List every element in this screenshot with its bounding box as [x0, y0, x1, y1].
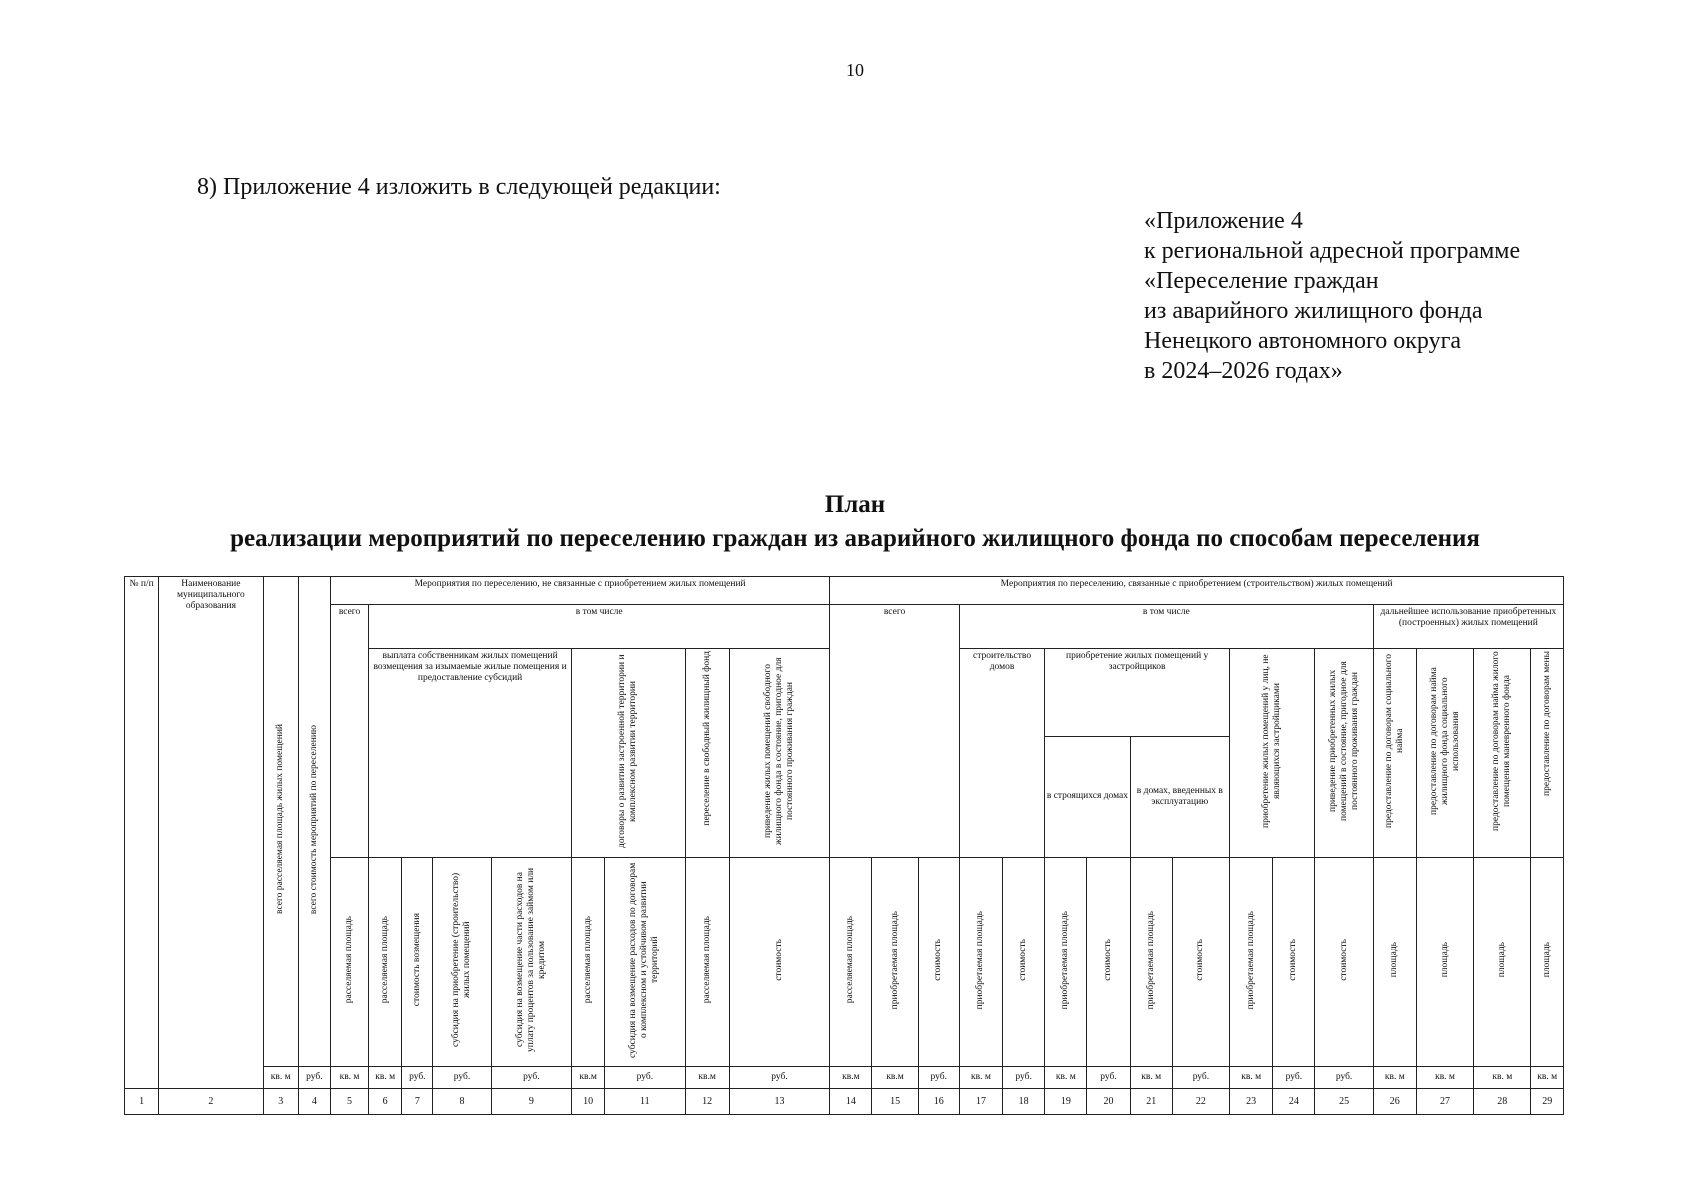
unit-cell: кв. м — [1531, 1066, 1564, 1088]
header-total-not-acq: всего — [330, 605, 368, 858]
header-construction: строительство домов — [959, 649, 1044, 858]
header-total-area: всего расселяемая площадь жилых помещений — [263, 577, 298, 1067]
column-number: 24 — [1273, 1088, 1315, 1114]
unit-cell: кв. м — [263, 1066, 298, 1088]
column-number: 7 — [402, 1088, 433, 1114]
column-number: 19 — [1045, 1088, 1087, 1114]
header-free-fund: переселение в свободный жилищный фонд — [685, 649, 729, 858]
unit-cell: руб. — [1087, 1066, 1130, 1088]
column-number: 11 — [605, 1088, 685, 1114]
unit-cell: кв. м — [330, 1066, 368, 1088]
plan-table — [124, 576, 1564, 1115]
subheader-col18: стоимость — [1003, 857, 1045, 1066]
column-number: 12 — [685, 1088, 729, 1114]
subheader-col11: субсидия на возмещение расходов по договорам о комплексном и устойчивом развитии территорий — [605, 857, 685, 1066]
unit-cell: руб. — [1003, 1066, 1045, 1088]
intro-text: 8) Приложение 4 изложить в следующей редакции: — [197, 174, 721, 200]
appendix-line: «Переселение граждан — [1144, 268, 1379, 294]
appendix-line: «Приложение 4 — [1144, 208, 1303, 234]
header-total-acq: всего — [830, 605, 960, 858]
unit-cell: кв. м — [1045, 1066, 1087, 1088]
column-number: 17 — [959, 1088, 1002, 1114]
column-number: 28 — [1474, 1088, 1531, 1114]
column-number: 29 — [1531, 1088, 1564, 1114]
header-social-use: предоставление по договорам найма жилищного фонда социального использования — [1416, 649, 1473, 858]
header-municipality: Наименование муниципального образования — [159, 577, 263, 1089]
column-number: 5 — [330, 1088, 368, 1114]
appendix-line: к региональной адресной программе — [1144, 238, 1521, 264]
header-further-use: дальнейшее использование приобретенных (построенных) жилых помещений — [1373, 605, 1563, 649]
unit-cell: руб. — [491, 1066, 571, 1088]
column-number: 21 — [1130, 1088, 1172, 1114]
unit-cell: кв. м — [959, 1066, 1002, 1088]
subheader-col27: площадь — [1416, 857, 1473, 1066]
column-number: 4 — [298, 1088, 330, 1114]
unit-cell: руб. — [1172, 1066, 1229, 1088]
header-group-not-acquisition: Мероприятия по переселению, не связанные с приобретением жилых помещений — [330, 577, 829, 605]
header-maneuver: предоставление по договорам найма жилого помещения маневренного фонда — [1474, 649, 1531, 858]
header-payment: выплата собственникам жилых помещений возмещения за изымаемые жилые помещения и предоставление субсидий — [369, 649, 572, 858]
subheader-col24: стоимость — [1273, 857, 1315, 1066]
column-number: 22 — [1172, 1088, 1229, 1114]
subheader-col6: расселяемая площадь — [369, 857, 402, 1066]
subheader-col12: расселяемая площадь — [685, 857, 729, 1066]
unit-cell: кв. м — [1230, 1066, 1273, 1088]
unit-cell: кв.м — [872, 1066, 918, 1088]
header-in-commissioned: в домах, введенных в эксплуатацию — [1130, 736, 1229, 857]
column-number: 20 — [1087, 1088, 1130, 1114]
column-number: 3 — [263, 1088, 298, 1114]
subheader-col25: стоимость — [1315, 857, 1373, 1066]
subheader-col28: площадь — [1474, 857, 1531, 1066]
subheader-col8: субсидия на приобретение (строительство) жилых помещений — [433, 857, 491, 1066]
column-number: 26 — [1373, 1088, 1416, 1114]
header-in-that-acq: в том числе — [959, 605, 1373, 649]
unit-cell: руб. — [729, 1066, 830, 1088]
subheader-col7: стоимость возмещения — [402, 857, 433, 1066]
header-group-acquisition: Мероприятия по переселению, связанные с приобретением (строительством) жилых помещений — [830, 577, 1564, 605]
column-number: 23 — [1230, 1088, 1273, 1114]
subheader-col21: приобретаемая площадь — [1130, 857, 1172, 1066]
subheader-col5: расселяемая площадь — [330, 857, 368, 1066]
header-total-cost: всего стоимость мероприятий по переселению — [298, 577, 330, 1067]
column-number: 1 — [125, 1088, 159, 1114]
subheader-col20: стоимость — [1087, 857, 1130, 1066]
unit-cell: руб. — [918, 1066, 959, 1088]
subheader-col26: площадь — [1373, 857, 1416, 1066]
subheader-col14: расселяемая площадь — [830, 857, 872, 1066]
column-number: 16 — [918, 1088, 959, 1114]
column-number: 8 — [433, 1088, 491, 1114]
subheader-col22: стоимость — [1172, 857, 1229, 1066]
unit-cell: руб. — [1315, 1066, 1373, 1088]
header-bring-acquired: приведение приобретенных жилых помещений в состояние, пригодное для постоянного проживания граждан — [1315, 649, 1373, 858]
unit-cell: руб. — [1273, 1066, 1315, 1088]
subheader-col9: субсидия на возмещение части расходов на уплату процентов за пользование займом или кредитом — [491, 857, 571, 1066]
subheader-col13: стоимость — [729, 857, 830, 1066]
header-social-hire: предоставление по договорам социального найма — [1373, 649, 1416, 858]
header-non-developers: приобретение жилых помещений у лиц, не являющихся застройщиками — [1230, 649, 1315, 858]
appendix-line: Ненецкого автономного округа — [1144, 328, 1462, 354]
header-from-developers: приобретение жилых помещений у застройщиков — [1045, 649, 1230, 737]
appendix-line: из аварийного жилищного фонда — [1144, 298, 1483, 324]
appendix-header — [1144, 206, 1520, 386]
subheader-col10: расселяемая площадь — [572, 857, 605, 1066]
column-number: 2 — [159, 1088, 263, 1114]
unit-cell: кв.м — [685, 1066, 729, 1088]
header-number: № п/п — [125, 577, 159, 1089]
column-number: 13 — [729, 1088, 830, 1114]
header-exchange: предоставление по договорам мены — [1531, 649, 1564, 858]
unit-cell: кв. м — [1130, 1066, 1172, 1088]
header-in-building: в строящихся домах — [1045, 736, 1130, 857]
subheader-col16: стоимость — [918, 857, 959, 1066]
header-in-that-not-acq: в том числе — [369, 605, 830, 649]
column-number: 10 — [572, 1088, 605, 1114]
column-number: 27 — [1416, 1088, 1473, 1114]
unit-cell: кв. м — [1373, 1066, 1416, 1088]
plan-title-line2: реализации мероприятий по переселению граждан из аварийного жилищного фонда по способам переселения — [230, 525, 1480, 552]
subheader-col23: приобретаемая площадь — [1230, 857, 1273, 1066]
unit-cell: кв.м — [572, 1066, 605, 1088]
unit-cell: кв. м — [1474, 1066, 1531, 1088]
column-number: 14 — [830, 1088, 872, 1114]
unit-cell: руб. — [433, 1066, 491, 1088]
plan-title — [0, 488, 1695, 556]
page-number: 10 — [846, 60, 864, 80]
header-bring-free: приведение жилых помещений свободного жилищного фонда в состояние, пригодное для постоянного проживания граждан — [729, 649, 830, 858]
column-number: 9 — [491, 1088, 571, 1114]
subheader-col29: площадь — [1531, 857, 1564, 1066]
unit-cell: кв. м — [1416, 1066, 1473, 1088]
subheader-col19: приобретаемая площадь — [1045, 857, 1087, 1066]
column-number: 15 — [872, 1088, 918, 1114]
header-dev-contracts: договоры о развитии застроенной территории и комплексном развитии территории — [572, 649, 686, 858]
column-number: 6 — [369, 1088, 402, 1114]
plan-title-line1: План — [824, 491, 886, 518]
appendix-line: в 2024–2026 годах» — [1144, 358, 1343, 384]
unit-cell: руб. — [402, 1066, 433, 1088]
column-number: 25 — [1315, 1088, 1373, 1114]
column-number: 18 — [1003, 1088, 1045, 1114]
unit-cell: кв. м — [369, 1066, 402, 1088]
unit-cell: руб. — [605, 1066, 685, 1088]
subheader-col15: приобретаемая площадь — [872, 857, 918, 1066]
unit-cell: руб. — [298, 1066, 330, 1088]
subheader-col17: приобретаемая площадь — [959, 857, 1002, 1066]
unit-cell: кв.м — [830, 1066, 872, 1088]
